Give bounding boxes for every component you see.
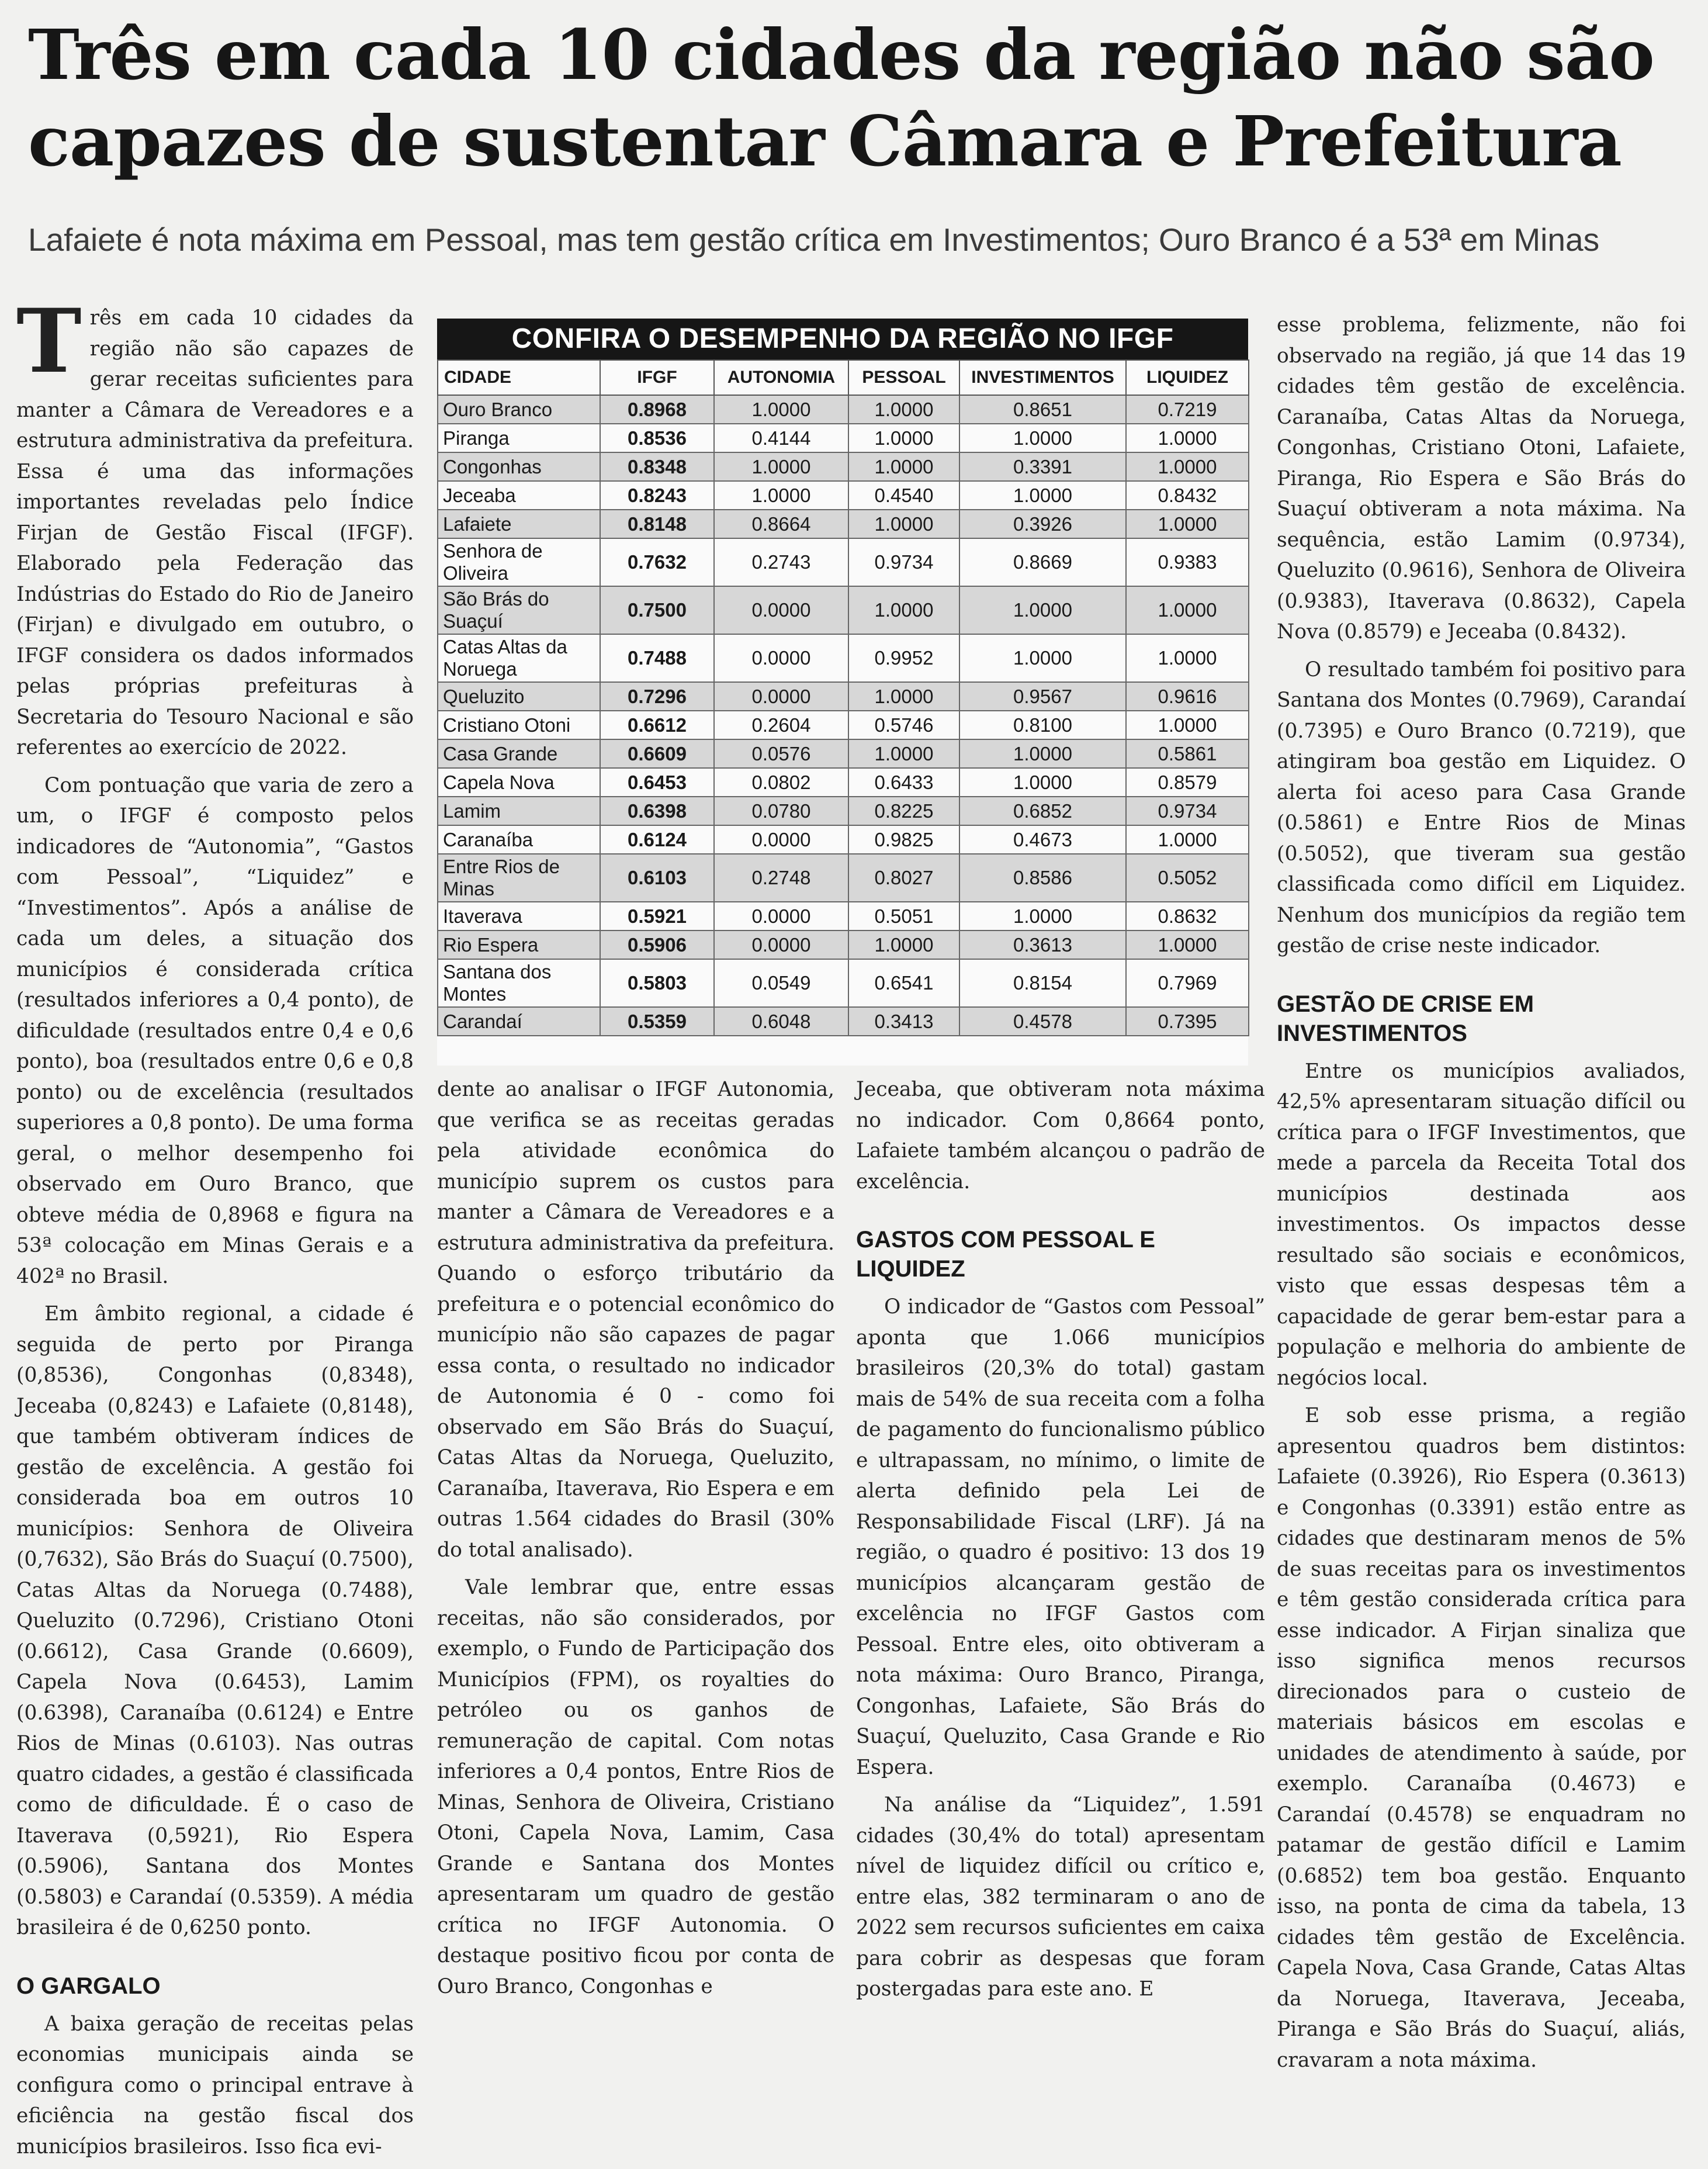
ifgf-cell: 0.7296 (600, 682, 714, 711)
table-row (438, 395, 1249, 424)
ifgf-cell: 0.6398 (600, 797, 714, 825)
value-cell: 1.0000 (1126, 510, 1249, 538)
ifgf-cell: 0.7488 (600, 634, 714, 682)
header-cell: CIDADE (438, 360, 600, 395)
value-cell: 0.8027 (848, 854, 959, 902)
ifgf-cell: 0.8536 (600, 424, 714, 452)
ifgf-cell: 0.6612 (600, 711, 714, 739)
table-row (438, 481, 1249, 510)
column-3 (856, 1074, 1265, 2012)
table-row (438, 682, 1249, 711)
header-cell: IFGF (600, 360, 714, 395)
city-cell: Catas Altas da Noruega (438, 634, 600, 682)
value-cell: 0.9734 (848, 538, 959, 586)
table-row (438, 930, 1249, 959)
value-cell: 1.0000 (1126, 424, 1249, 452)
city-cell: Senhora de Oliveira (438, 538, 600, 586)
value-cell: 0.8651 (959, 395, 1126, 424)
paragraph: Jeceaba, que obtiveram nota máxima no indicador. Com 0,8664 ponto, Lafaiete também alcançou o padrão de excelência. (856, 1078, 1265, 1194)
paragraph: Na análise da “Liquidez”, 1.591 cidades (30,4% do total) apresentam nível de liquidez difícil ou crítico e, entre elas, 382 terminaram o ano de 2022 sem recursos suficientes em caixa para cobrir as despesas que foram postergadas para este ano. E (856, 1793, 1265, 2001)
value-cell: 0.8154 (959, 959, 1126, 1007)
value-cell: 0.8100 (959, 711, 1126, 739)
value-cell: 0.7969 (1126, 959, 1249, 1007)
city-cell: Congonhas (438, 452, 600, 481)
ifgf-cell: 0.7500 (600, 586, 714, 634)
section-heading: GASTOS COM PESSOAL E LIQUIDEZ (856, 1227, 1155, 1282)
paragraph: A baixa geração de receitas pelas economias municipais ainda se configura como o principal entrave à eficiência na gestão fiscal dos municípios brasileiros. Isso fica evi- (16, 2012, 414, 2158)
value-cell: 1.0000 (714, 481, 848, 510)
city-cell: Ouro Branco (438, 395, 600, 424)
table-row (438, 452, 1249, 481)
ifgf-cell: 0.5359 (600, 1007, 714, 1036)
table-row (438, 1007, 1249, 1036)
column-2 (437, 1074, 834, 2009)
value-cell: 0.2743 (714, 538, 848, 586)
city-cell: Entre Rios de Minas (438, 854, 600, 902)
value-cell: 1.0000 (848, 510, 959, 538)
section-heading: O GARGALO (16, 1973, 161, 1999)
table-row (438, 586, 1249, 634)
table-header-row (438, 360, 1249, 395)
value-cell: 1.0000 (959, 586, 1126, 634)
value-cell: 1.0000 (959, 902, 1126, 930)
value-cell: 1.0000 (1126, 825, 1249, 854)
table-row (438, 634, 1249, 682)
value-cell: 0.8669 (959, 538, 1126, 586)
ifgf-cell: 0.6124 (600, 825, 714, 854)
value-cell: 0.2748 (714, 854, 848, 902)
value-cell: 0.8664 (714, 510, 848, 538)
value-cell: 0.0780 (714, 797, 848, 825)
value-cell: 1.0000 (714, 395, 848, 424)
value-cell: 1.0000 (1126, 711, 1249, 739)
value-cell: 1.0000 (959, 739, 1126, 768)
ifgf-cell: 0.8348 (600, 452, 714, 481)
value-cell: 0.3391 (959, 452, 1126, 481)
subheadline: Lafaiete é nota máxima em Pessoal, mas tem gestão crítica em Investimentos; Ouro Branco é a 53ª em Minas (28, 222, 1600, 258)
city-cell: Casa Grande (438, 739, 600, 768)
header-cell: LIQUIDEZ (1126, 360, 1249, 395)
value-cell: 1.0000 (848, 930, 959, 959)
value-cell: 0.9567 (959, 682, 1126, 711)
ifgf-cell: 0.6609 (600, 739, 714, 768)
city-cell: Queluzito (438, 682, 600, 711)
value-cell: 0.2604 (714, 711, 848, 739)
table-row (438, 825, 1249, 854)
value-cell: 0.0000 (714, 930, 848, 959)
value-cell: 1.0000 (848, 452, 959, 481)
city-cell: Carandaí (438, 1007, 600, 1036)
value-cell: 1.0000 (959, 424, 1126, 452)
table-row (438, 797, 1249, 825)
value-cell: 0.5052 (1126, 854, 1249, 902)
value-cell: 0.5051 (848, 902, 959, 930)
city-cell: Caranaíba (438, 825, 600, 854)
city-cell: Lamim (438, 797, 600, 825)
value-cell: 0.9952 (848, 634, 959, 682)
drop-cap: T (16, 290, 82, 393)
ifgf-table (437, 359, 1249, 1036)
value-cell: 0.8225 (848, 797, 959, 825)
value-cell: 1.0000 (959, 481, 1126, 510)
city-cell: Jeceaba (438, 481, 600, 510)
value-cell: 0.5746 (848, 711, 959, 739)
city-cell: Lafaiete (438, 510, 600, 538)
value-cell: 0.0000 (714, 682, 848, 711)
value-cell: 0.5861 (1126, 739, 1249, 768)
value-cell: 0.0549 (714, 959, 848, 1007)
column-4 (1277, 310, 1686, 2082)
paragraph: Com pontuação que varia de zero a um, o IFGF é composto pelos indicadores de “Autonomia”, “Gastos com Pessoal”, “Liquidez” e “Investimentos”. Após a análise de cada um deles, a situação dos municípios é considerada crítica (resultados inferiores a 0,4 ponto), de dificuldade (resultados entre 0,4 e 0,6 ponto), boa (resultados entre 0,6 e 0,8 ponto) ou de excelência (resultados superiores a 0,8 ponto). De uma forma geral, o melhor desempenho foi observado em Ouro Branco, que obteve média de 0,8968 e figura na 53ª colocação em Minas Gerais e a 402ª no Brasil. (16, 773, 414, 1288)
city-cell: Capela Nova (438, 768, 600, 797)
value-cell: 1.0000 (848, 682, 959, 711)
value-cell: 1.0000 (848, 586, 959, 634)
section-heading: GESTÃO DE CRISE EM INVESTIMENTOS (1277, 991, 1534, 1046)
table-row (438, 902, 1249, 930)
value-cell: 0.6541 (848, 959, 959, 1007)
value-cell: 0.8586 (959, 854, 1126, 902)
value-cell: 0.3613 (959, 930, 1126, 959)
value-cell: 0.0000 (714, 586, 848, 634)
value-cell: 0.6433 (848, 768, 959, 797)
table-row (438, 854, 1249, 902)
paragraph: Em âmbito regional, a cidade é seguida de perto por Piranga (0,8536), Congonhas (0,8348), Jeceaba (0,8243) e Lafaiete (0,8148), que também obtiveram índices de gestão de excelência. A gestão foi considerada boa em outros 10 municípios: Senhora de Oliveira (0,7632), São Brás do Suaçuí (0.7500), Catas Altas da Noruega (0.7488), Queluzito (0.7296), Cristiano Otoni (0.6612), Casa Grande (0.6609), Capela Nova (0.6453), Lamim (0.6398), Caranaíba (0.6124) e Entre Rios de Minas (0.6103). Nas outras quatro cidades, a gestão é classificada como de dificuldade. É o caso de Itaverava (0,5921), Rio Espera (0.5906), Santana dos Montes (0.5803) e Carandaí (0.5359). A média brasileira é de 0,6250 ponto. (16, 1302, 414, 1939)
value-cell: 0.9825 (848, 825, 959, 854)
value-cell: 1.0000 (959, 768, 1126, 797)
table-body (438, 395, 1249, 1036)
table-row (438, 538, 1249, 586)
value-cell: 1.0000 (848, 739, 959, 768)
value-cell: 0.9383 (1126, 538, 1249, 586)
value-cell: 0.8432 (1126, 481, 1249, 510)
value-cell: 1.0000 (848, 424, 959, 452)
value-cell: 0.3413 (848, 1007, 959, 1036)
table-row (438, 510, 1249, 538)
value-cell: 0.0000 (714, 634, 848, 682)
ifgf-cell: 0.5906 (600, 930, 714, 959)
table-row (438, 711, 1249, 739)
city-cell: Rio Espera (438, 930, 600, 959)
value-cell: 1.0000 (1126, 586, 1249, 634)
value-cell: 0.7219 (1126, 395, 1249, 424)
paragraph: O indicador de “Gastos com Pessoal” aponta que 1.066 municípios brasileiros (20,3% do total) gastam mais de 54% de sua receita com a folha de pagamento do funcionalismo público e ultrapassam, no mínimo, o limite de alerta definido pela Lei de Responsabilidade Fiscal (LRF). Já na região, o quadro é positivo: 13 dos 19 municípios alcançaram gestão de excelência no IFGF Gastos com Pessoal. Entre eles, oito obtiveram a nota máxima: Ouro Branco, Piranga, Congonhas, Lafaiete, São Brás do Suaçuí, Queluzito, Casa Grande e Rio Espera. (856, 1295, 1265, 1779)
paragraph: Vale lembrar que, entre essas receitas, não são considerados, por exemplo, o Fundo de Participação dos Municípios (FPM), os royalties do petróleo ou os ganhos de remuneração de capital. Com notas inferiores a 0,4 pontos, Entre Rios de Minas, Senhora de Oliveira, Cristiano Otoni, Capela Nova, Lamim, Casa Grande e Santana dos Montes apresentaram um quadro de gestão crítica no IFGF Autonomia. O destaque positivo ficou por conta de Ouro Branco, Congonhas e (437, 1576, 834, 1998)
ifgf-cell: 0.8968 (600, 395, 714, 424)
value-cell: 1.0000 (1126, 634, 1249, 682)
header-cell: PESSOAL (848, 360, 959, 395)
ifgf-cell: 0.6103 (600, 854, 714, 902)
value-cell: 0.9734 (1126, 797, 1249, 825)
value-cell: 0.0000 (714, 825, 848, 854)
city-cell: Piranga (438, 424, 600, 452)
value-cell: 0.6048 (714, 1007, 848, 1036)
column-1 (16, 290, 414, 2169)
ifgf-cell: 0.5803 (600, 959, 714, 1007)
value-cell: 0.0576 (714, 739, 848, 768)
intro-paragraph: Três em cada 10 cidades da região não são capazes de gerar receitas suficientes para manter a Câmara de Vereadores e a estrutura administrativa da prefeitura. Essa é uma das informações importantes reveladas pelo Índice Firjan de Gestão Fiscal (IFGF). Elaborado pela Federação das Indústrias do Estado do Rio de Janeiro (Firjan) e divulgado em outubro, o IFGF considera os dados informados pelas próprias prefeituras à Secretaria do Tesouro Nacional e são referentes ao exercício de 2022. (16, 290, 414, 759)
paragraph: Entre os municípios avaliados, 42,5% apresentaram situação difícil ou crítica para o IFGF Investimentos, que mede a parcela da Receita Total dos municípios destinada aos investimentos. Os impactos desse resultado são sociais e econômicos, visto que essas despesas têm a capacidade de gerar bem-estar para a população e melhoria do ambiente de negócios local. (1277, 1059, 1686, 1390)
value-cell: 1.0000 (1126, 930, 1249, 959)
value-cell: 0.7395 (1126, 1007, 1249, 1036)
value-cell: 1.0000 (714, 452, 848, 481)
city-cell: Itaverava (438, 902, 600, 930)
city-cell: São Brás do Suaçuí (438, 586, 600, 634)
ifgf-cell: 0.7632 (600, 538, 714, 586)
header-cell: AUTONOMIA (714, 360, 848, 395)
value-cell: 0.4673 (959, 825, 1126, 854)
header-cell: INVESTIMENTOS (959, 360, 1126, 395)
value-cell: 0.0000 (714, 902, 848, 930)
ifgf-cell: 0.5921 (600, 902, 714, 930)
value-cell: 0.9616 (1126, 682, 1249, 711)
paragraph: O resultado também foi positivo para Santana dos Montes (0.7969), Carandaí (0.7395) e Ouro Branco (0.7219), que atingiram boa gestão em Liquidez. O alerta foi aceso para Casa Grande (0.5861) e Entre Rios de Minas (0.5052), que tiveram sua gestão classificada como difícil em Liquidez. Nenhum dos municípios da região tem gestão de crise neste indicador. (1277, 658, 1686, 957)
table-title: CONFIRA O DESEMPENHO DA REGIÃO NO IFGF (437, 319, 1248, 359)
ifgf-cell: 0.8243 (600, 481, 714, 510)
value-cell: 0.0802 (714, 768, 848, 797)
value-cell: 1.0000 (959, 634, 1126, 682)
value-cell: 0.8579 (1126, 768, 1249, 797)
table-row (438, 959, 1249, 1007)
city-cell: Santana dos Montes (438, 959, 600, 1007)
value-cell: 0.3926 (959, 510, 1126, 538)
paragraph: E sob esse prisma, a região apresentou quadros bem distintos: Lafaiete (0.3926), Rio Espera (0.3613) e Congonhas (0.3391) estão entre as cidades que destinaram menos de 5% de suas receitas para os investimentos e têm gestão considerada crítica para esse indicador. A Firjan sinaliza que isso significa menos recursos direcionados para o custeio de materiais básicos em escolas e unidades de atendimento à saúde, por exemplo. Caranaíba (0.4673) e Carandaí (0.4578) se enquadram no patamar de gestão difícil e Lamim (0.6852) tem boa gestão. Enquanto isso, na ponta de cima da tabela, 13 cidades têm gestão de Excelência. Capela Nova, Casa Grande, Catas Altas da Noruega, Itaverava, Jeceaba, Piranga e São Brás do Suaçuí, aliás, cravaram a nota máxima. (1277, 1404, 1686, 2072)
city-cell: Cristiano Otoni (438, 711, 600, 739)
table-row (438, 739, 1249, 768)
value-cell: 0.4540 (848, 481, 959, 510)
ifgf-cell: 0.6453 (600, 768, 714, 797)
value-cell: 0.4578 (959, 1007, 1126, 1036)
table-row (438, 424, 1249, 452)
ifgf-cell: 0.8148 (600, 510, 714, 538)
paragraph: esse problema, felizmente, não foi observado na região, já que 14 das 19 cidades têm gestão de excelência. Caranaíba, Catas Altas da Noruega, Congonhas, Cristiano Otoni, Lafaiete, Piranga, Rio Espera e São Brás do Suaçuí obtiveram a nota máxima. Na sequência, estão Lamim (0.9734), Queluzito (0.9616), Senhora de Oliveira (0.9383), Itaverava (0.8632), Capela Nova (0.8579) e Jeceaba (0.8432). (1277, 313, 1686, 644)
value-cell: 1.0000 (848, 395, 959, 424)
value-cell: 0.4144 (714, 424, 848, 452)
value-cell: 1.0000 (1126, 452, 1249, 481)
headline: Três em cada 10 cidades da região não são capazes de sustentar Câmara e Prefeitura (28, 14, 1654, 182)
ifgf-table-box (437, 319, 1248, 1066)
table-row (438, 768, 1249, 797)
value-cell: 0.8632 (1126, 902, 1249, 930)
value-cell: 0.6852 (959, 797, 1126, 825)
paragraph: dente ao analisar o IFGF Autonomia, que verifica se as receitas geradas pela atividade econômica do município suprem os custos para manter a Câmara de Vereadores e a estrutura administrativa da prefeitura. Quando o esforço tributário da prefeitura e o potencial econômico do município não são capazes de pagar essa conta, o resultado no indicador de Autonomia é 0 - como foi observado em São Brás do Suaçuí, Catas Altas da Noruega, Queluzito, Caranaíba, Itaverava, Rio Espera e em outras 1.564 cidades do Brasil (30% do total analisado). (437, 1078, 834, 1562)
